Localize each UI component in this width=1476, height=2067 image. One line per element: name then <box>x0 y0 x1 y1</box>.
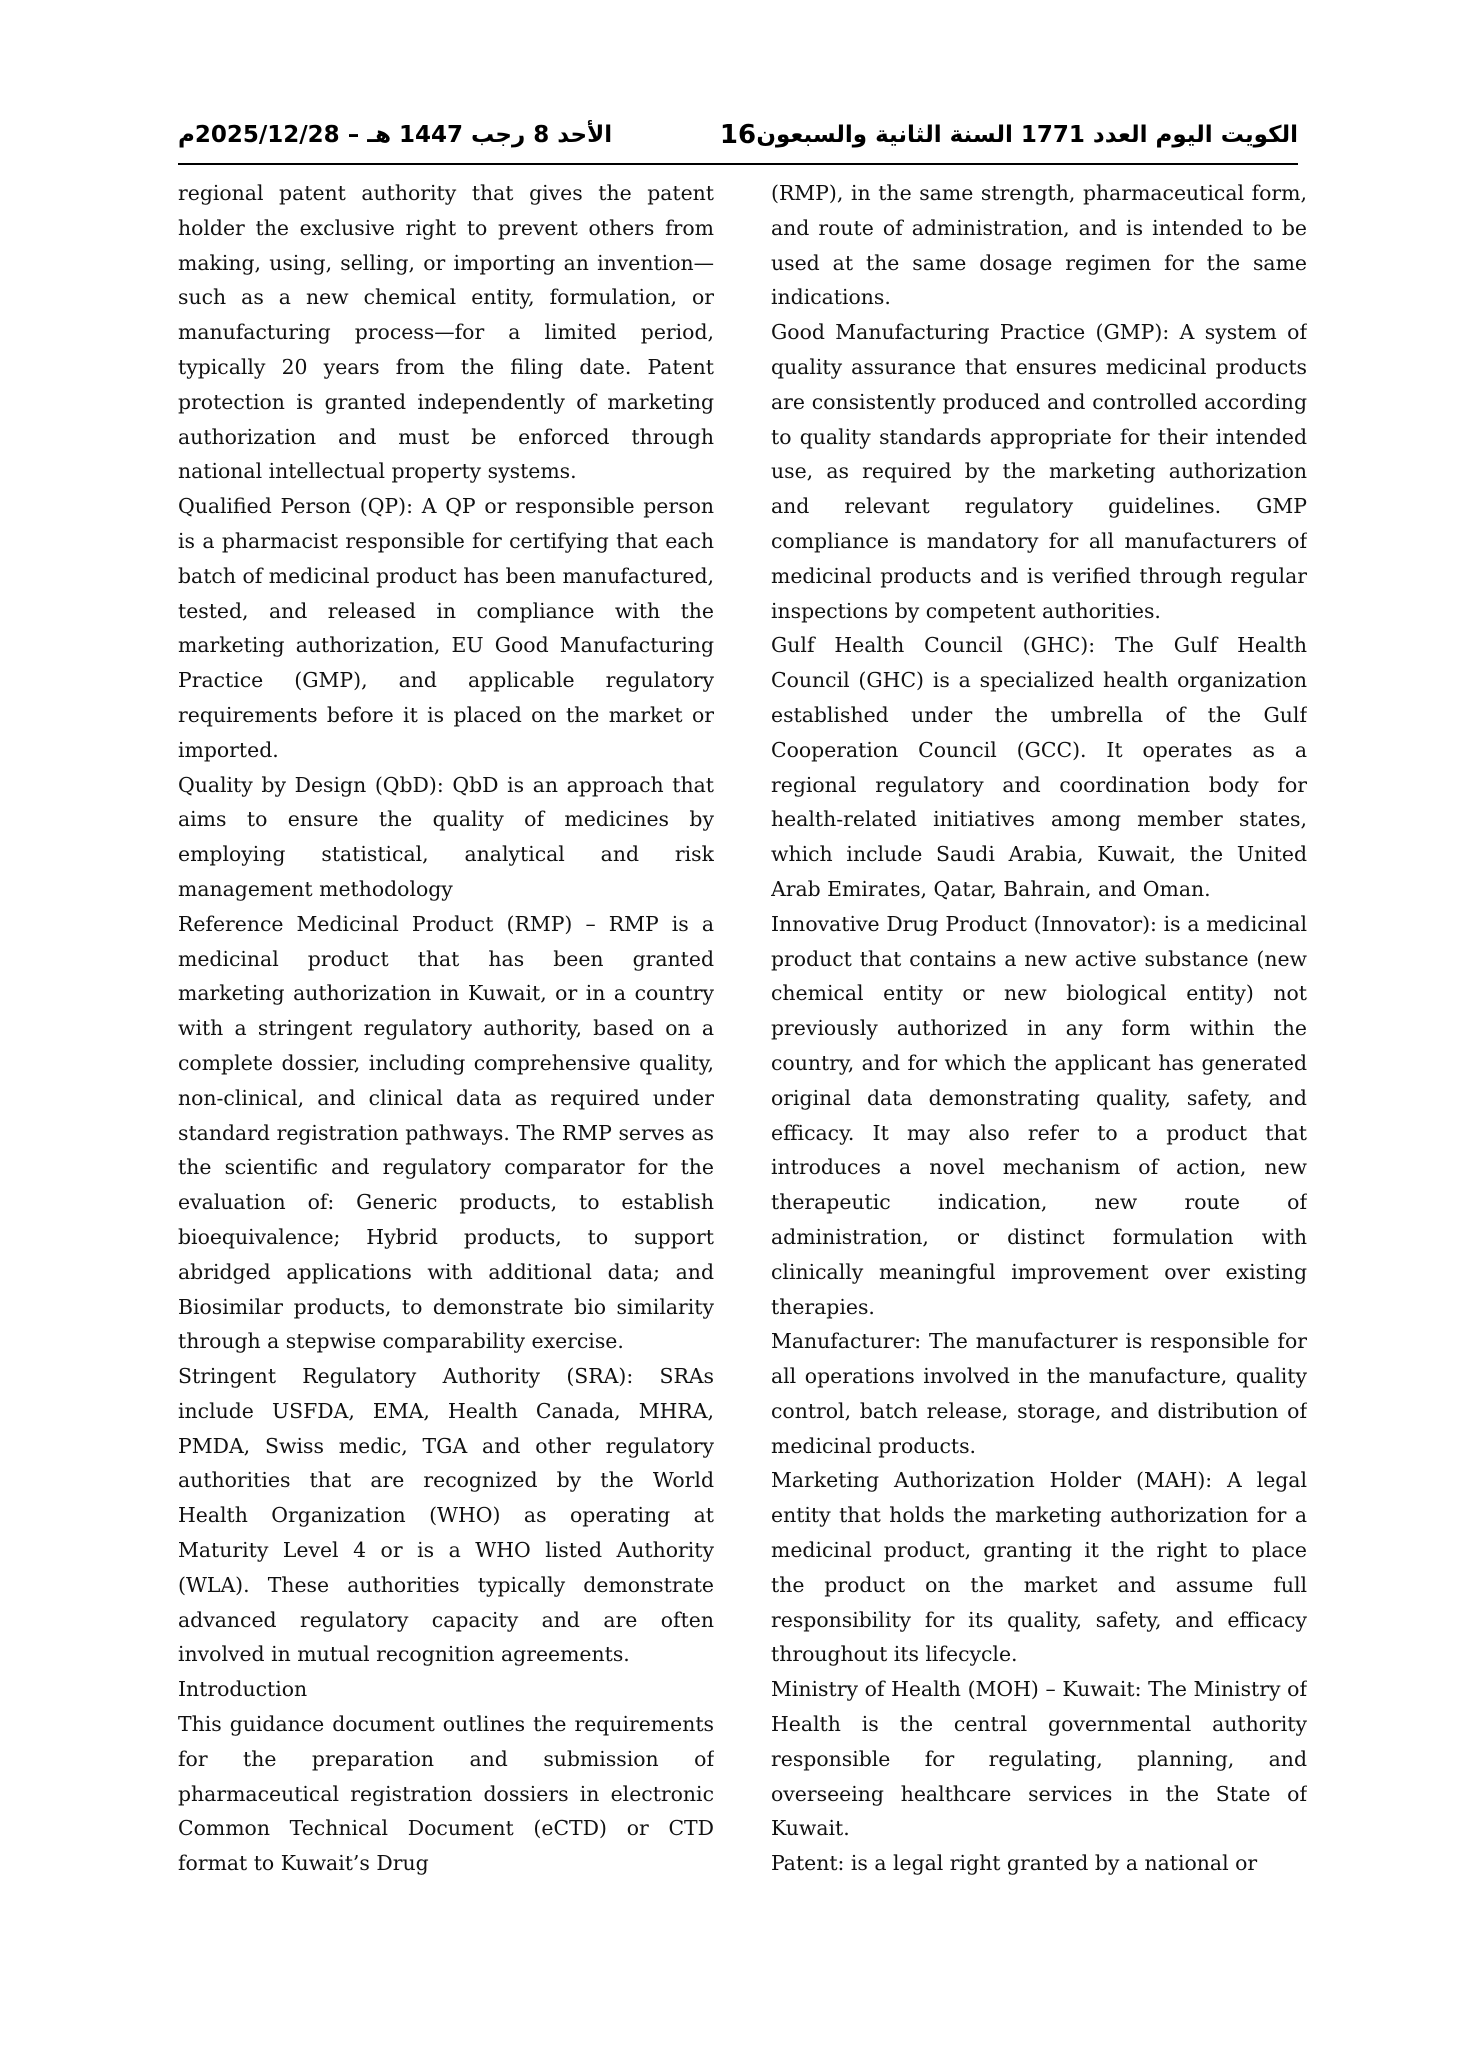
paragraph-introduction: This guidance document outlines the requirements for the preparation and submission of pharmaceutical registration dossiers in electronic Common Technical Document (eCTD) or CTD format to Kuwait’s Drug <box>178 1712 714 1876</box>
paragraph-stringent-regulatory-authority: Stringent Regulatory Authority (SRA): SRAs include USFDA, EMA, Health Canada, MHRA, PMDA, Swiss medic, TGA and other regulatory authorities that are recognized by the World Health Organization (WHO) as operating at Maturity Level 4 or is a WHO listed Authority (WLA). These authorities typically demonstrate advanced regulatory capacity and are often involved in mutual recognition agreements. <box>178 1364 714 1667</box>
header-divider <box>178 163 1298 165</box>
paragraph-reference-medicinal-product: Reference Medicinal Product (RMP) – RMP is a medicinal product that has been granted marketing authorization in Kuwait, or in a country with a stringent regulatory authority, based on a complete dossier, including comprehensive quality, non-clinical, and clinical data as required under standard registration pathways. The RMP serves as the scientific and regulatory comparator for the evaluation of: Generic products, to establish bioequivalence; Hybrid products, to support abridged applications with additional data; and Biosimilar products, to demonstrate bio similarity through a stepwise comparability exercise. <box>178 911 714 1354</box>
left-column <box>178 176 714 1966</box>
paragraph-qualified-person: Qualified Person (QP): A QP or responsible person is a pharmacist responsible for certifying that each batch of medicinal product has been manufactured, tested, and released in compliance with the marketing authorization, EU Good Manufacturing Practice (GMP), and applicable regulatory requirements before it is placed on the market or imported. <box>178 494 714 762</box>
paragraph-manufacturer: Manufacturer: The manufacturer is responsible for all operations involved in the manufacture, quality control, batch release, storage, and distribution of medicinal products. <box>771 1329 1307 1458</box>
section-heading-introduction: Introduction <box>178 1677 308 1702</box>
page-number: 16 <box>719 120 757 150</box>
right-column <box>771 176 1307 1966</box>
page-header <box>178 118 1298 158</box>
paragraph-good-manufacturing-practice: Good Manufacturing Practice (GMP): A system of quality assurance that ensures medicinal products are consistently produced and controlled according to quality standards appropriate for their intended use, as required by the marketing authorization and relevant regulatory guidelines. GMP compliance is mandatory for all manufacturers of medicinal products and is verified through regular inspections by competent authorities. <box>771 320 1307 623</box>
paragraph-rmp-continued: (RMP), in the same strength, pharmaceutical form, and route of administration, and is intended to be used at the same dosage regimen for the same indications. <box>771 181 1307 310</box>
paragraph-innovative-drug-product: Innovative Drug Product (Innovator): is a medicinal product that contains a new active substance (new chemical entity or new biological entity) not previously authorized in any form within the country, and for which the applicant has generated original data demonstrating quality, safety, and efficacy. It may also refer to a product that introduces a novel mechanism of action, new therapeutic indication, new route of administration, or distinct formulation with clinically meaningful improvement over existing therapies. <box>771 911 1307 1319</box>
paragraph-ministry-of-health: Ministry of Health (MOH) – Kuwait: The Ministry of Health is the central governmental authority responsible for regulating, planning, and overseeing healthcare services in the State of Kuwait. <box>771 1677 1307 1841</box>
paragraph-marketing-authorization-holder: Marketing Authorization Holder (MAH): A legal entity that holds the marketing authorization for a medicinal product, granting it the right to place the product on the market and assume full responsibility for its quality, safety, and efficacy throughout its lifecycle. <box>771 1468 1307 1667</box>
header-date: الأحد 8 رجب 1447 هـ – 2025/12/28م <box>178 122 613 148</box>
paragraph-patent-continued: regional patent authority that gives the patent holder the exclusive right to prevent others from making, using, selling, or importing an invention—such as a new chemical entity, formulation, or manufacturing process—for a limited period, typically 20 years from the filing date. Patent protection is granted independently of marketing authorization and must be enforced through national intellectual property systems. <box>178 181 714 484</box>
paragraph-patent-start: Patent: is a legal right granted by a national or <box>771 1851 1258 1876</box>
header-gazette-issue: الكويت اليوم العدد 1771 السنة الثانية والسبعون <box>756 122 1298 148</box>
paragraph-gulf-health-council: Gulf Health Council (GHC): The Gulf Health Council (GHC) is a specialized health organization established under the umbrella of the Gulf Cooperation Council (GCC). It operates as a regional regulatory and coordination body for health-related initiatives among member states, which include Saudi Arabia, Kuwait, the United Arab Emirates, Qatar, Bahrain, and Oman. <box>771 633 1307 901</box>
paragraph-quality-by-design: Quality by Design (QbD): QbD is an approach that aims to ensure the quality of medicines by employing statistical, analytical and risk management methodology <box>178 772 714 901</box>
